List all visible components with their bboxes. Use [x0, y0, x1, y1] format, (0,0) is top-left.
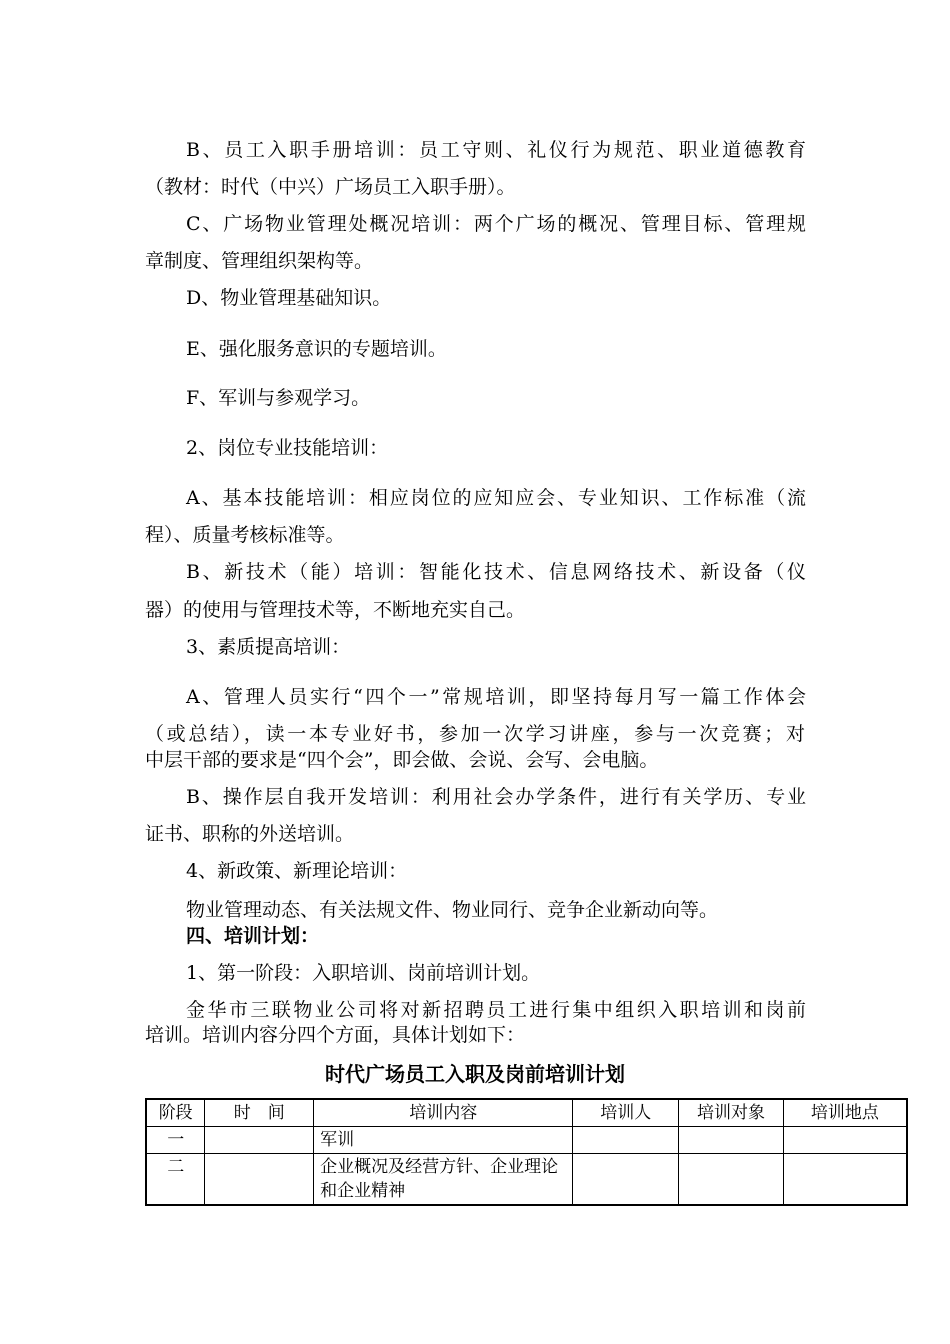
cell-time — [205, 1154, 314, 1206]
paragraph-line: 物业管理动态、有关法规文件、物业同行、竞争企业新动向等。 — [186, 899, 719, 921]
paragraph-line: B、员工入职手册培训：员工守则、礼仪行为规范、职业道德教育 — [186, 139, 806, 161]
cell-trainer — [573, 1127, 679, 1154]
header-trainer: 培训人 — [573, 1099, 679, 1127]
paragraph-line: 程）、质量考核标准等。 — [145, 524, 345, 546]
cell-location — [783, 1127, 907, 1154]
training-plan-table — [145, 1098, 908, 1206]
paragraph-line: 证书、职称的外送培训。 — [145, 823, 355, 845]
paragraph-line: F、军训与参观学习。 — [186, 387, 371, 409]
cell-stage: 二 — [146, 1154, 205, 1206]
header-content: 培训内容 — [314, 1099, 573, 1127]
table-title: 时代广场员工入职及岗前培训计划 — [325, 1062, 625, 1086]
paragraph-line: D、物业管理基础知识。 — [186, 287, 392, 309]
table-row — [146, 1127, 907, 1154]
paragraph-line: 器）的使用与管理技术等，不断地充实自己。 — [145, 599, 526, 621]
paragraph-line: 3、素质提高培训： — [186, 636, 351, 658]
paragraph-line: （或总结），读一本专业好书，参加一次学习讲座，参与一次竞赛；对 — [145, 723, 805, 745]
cell-stage: 一 — [146, 1127, 205, 1154]
paragraph-line: E、强化服务意识的专题培训。 — [186, 338, 447, 360]
paragraph-line: 1、第一阶段：入职培训、岗前培训计划。 — [186, 962, 541, 984]
paragraph-line: 培训。培训内容分四个方面，具体计划如下： — [145, 1024, 526, 1046]
header-time: 时 间 — [205, 1099, 314, 1127]
table-row — [146, 1154, 907, 1206]
paragraph-line: 2、岗位专业技能培训： — [186, 437, 389, 459]
header-location: 培训地点 — [783, 1099, 907, 1127]
cell-audience — [679, 1127, 784, 1154]
cell-trainer — [573, 1154, 679, 1206]
paragraph-line: 金华市三联物业公司将对新招聘员工进行集中组织入职培训和岗前 — [186, 999, 806, 1021]
cell-location — [783, 1154, 907, 1206]
paragraph-line: B、新技术（能）培训：智能化技术、信息网络技术、新设备（仪 — [186, 561, 806, 583]
table-header-row — [146, 1099, 907, 1127]
header-stage: 阶段 — [146, 1099, 205, 1127]
paragraph-line: 章制度、管理组织架构等。 — [145, 250, 374, 272]
header-audience: 培训对象 — [679, 1099, 784, 1127]
paragraph-line: A、管理人员实行“四个一”常规培训，即坚持每月写一篇工作体会 — [186, 686, 806, 708]
paragraph-line: 4、新政策、新理论培训： — [186, 860, 408, 882]
paragraph-line: C、广场物业管理处概况培训：两个广场的概况、管理目标、管理规 — [186, 213, 806, 235]
section-heading: 四、培训计划： — [186, 925, 320, 947]
cell-audience — [679, 1154, 784, 1206]
paragraph-line: A、基本技能培训：相应岗位的应知应会、专业知识、工作标准（流 — [186, 487, 806, 509]
cell-time — [205, 1127, 314, 1154]
cell-content: 军训 — [314, 1127, 573, 1154]
paragraph-line: 中层干部的要求是“四个会”，即会做、会说、会写、会电脑。 — [145, 749, 659, 771]
paragraph-line: B、操作层自我开发培训：利用社会办学条件，进行有关学历、专业 — [186, 786, 806, 808]
paragraph-line: （教材：时代（中兴）广场员工入职手册）。 — [145, 176, 516, 198]
cell-content: 企业概况及经营方针、企业理论和企业精神 — [314, 1154, 573, 1206]
